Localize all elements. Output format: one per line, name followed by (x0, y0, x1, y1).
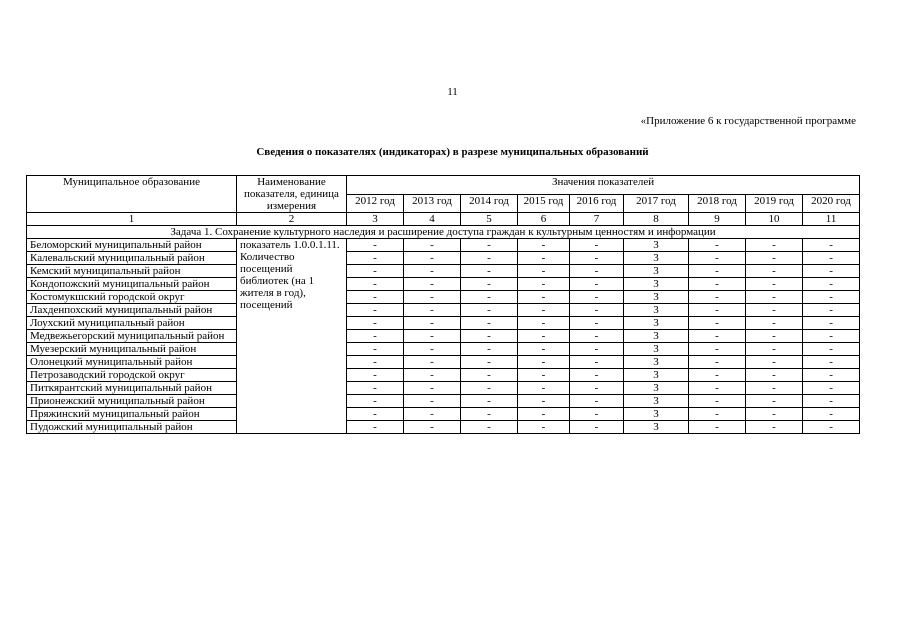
column-numbers-row (27, 213, 860, 226)
indicator-value: - (803, 239, 860, 252)
indicator-value: - (746, 239, 803, 252)
indicators-table (26, 175, 860, 434)
indicator-value: - (570, 265, 624, 278)
table-row (27, 343, 860, 356)
indicator-value: - (461, 395, 518, 408)
municipality-name: Пудожский муниципальный район (27, 421, 237, 434)
header-municipality: Муниципальное образование (27, 176, 237, 213)
indicator-value: - (347, 395, 404, 408)
table-row (27, 421, 860, 434)
indicator-value: - (689, 317, 746, 330)
indicator-value: - (746, 304, 803, 317)
column-number: 6 (518, 213, 570, 226)
indicator-value: - (347, 239, 404, 252)
indicator-value: - (404, 369, 461, 382)
indicator-value: - (404, 252, 461, 265)
indicator-value: - (518, 395, 570, 408)
municipality-name: Кемский муниципальный район (27, 265, 237, 278)
indicator-value: - (404, 291, 461, 304)
indicator-value: 3 (624, 408, 689, 421)
indicator-value: - (461, 421, 518, 434)
indicator-value: - (404, 408, 461, 421)
indicator-value: - (803, 356, 860, 369)
municipality-name: Калевальский муниципальный район (27, 252, 237, 265)
indicator-value: - (570, 356, 624, 369)
task-row (27, 226, 860, 239)
indicator-value: - (461, 265, 518, 278)
indicator-value: 3 (624, 421, 689, 434)
indicator-value: - (404, 317, 461, 330)
indicator-value: 3 (624, 317, 689, 330)
indicator-value: - (689, 330, 746, 343)
indicator-value: - (461, 382, 518, 395)
indicator-value: 3 (624, 291, 689, 304)
municipality-name: Муезерский муниципальный район (27, 343, 237, 356)
indicator-value: - (570, 408, 624, 421)
indicator-value: - (570, 304, 624, 317)
table-row (27, 265, 860, 278)
indicator-value: - (746, 395, 803, 408)
municipality-name: Олонецкий муниципальный район (27, 356, 237, 369)
indicator-value: - (404, 304, 461, 317)
indicator-value: - (404, 278, 461, 291)
table-row (27, 291, 860, 304)
indicator-value: 3 (624, 395, 689, 408)
municipality-name: Беломорский муниципальный район (27, 239, 237, 252)
indicator-value: - (570, 369, 624, 382)
indicator-value: - (689, 278, 746, 291)
header-year: 2018 год (689, 194, 746, 213)
column-number: 8 (624, 213, 689, 226)
indicator-value: - (689, 291, 746, 304)
header-values: Значения показателей (347, 176, 860, 195)
header-year: 2012 год (347, 194, 404, 213)
indicator-value: - (803, 278, 860, 291)
indicator-value: - (347, 356, 404, 369)
indicator-value: - (689, 421, 746, 434)
indicator-value: - (570, 330, 624, 343)
indicator-value: - (518, 408, 570, 421)
indicator-value: - (404, 421, 461, 434)
indicator-value: - (347, 408, 404, 421)
indicator-value: 3 (624, 252, 689, 265)
column-number: 2 (237, 213, 347, 226)
table-row (27, 239, 860, 252)
column-number: 1 (27, 213, 237, 226)
task-label: Задача 1. Сохранение культурного наследия и расширение доступа граждан к культурным ценностям и информации (27, 226, 860, 239)
indicator-value: - (518, 317, 570, 330)
indicator-value: - (347, 252, 404, 265)
indicator-value: - (518, 265, 570, 278)
indicator-value: - (347, 421, 404, 434)
column-number: 10 (746, 213, 803, 226)
indicator-value: - (746, 317, 803, 330)
indicator-value: - (746, 252, 803, 265)
indicator-value: - (347, 265, 404, 278)
indicator-value: - (570, 382, 624, 395)
page-number: 11 (447, 86, 458, 98)
header-year: 2014 год (461, 194, 518, 213)
indicator-value: - (347, 304, 404, 317)
indicator-value: - (689, 265, 746, 278)
indicator-value: - (746, 356, 803, 369)
table-row (27, 330, 860, 343)
indicator-value: - (746, 278, 803, 291)
indicator-value: - (347, 317, 404, 330)
indicator-value: - (570, 291, 624, 304)
municipality-name: Пряжинский муниципальный район (27, 408, 237, 421)
table-row (27, 356, 860, 369)
indicator-value: - (404, 330, 461, 343)
indicator-value: - (803, 330, 860, 343)
indicator-value: - (570, 343, 624, 356)
indicator-value: - (689, 395, 746, 408)
header-indicator: Наименование показателя, единица измерения (237, 176, 347, 213)
indicator-value: - (347, 382, 404, 395)
municipality-name: Медвежьегорский муниципальный район (27, 330, 237, 343)
municipality-name: Питкярантский муниципальный район (27, 382, 237, 395)
indicator-value: - (689, 304, 746, 317)
indicator-value: - (347, 330, 404, 343)
indicator-value: - (518, 278, 570, 291)
indicator-value: 3 (624, 265, 689, 278)
column-number: 5 (461, 213, 518, 226)
indicator-value: - (570, 395, 624, 408)
municipality-name: Лахденпохский муниципальный район (27, 304, 237, 317)
indicator-value: - (570, 239, 624, 252)
indicator-value: - (803, 265, 860, 278)
indicator-value: - (746, 369, 803, 382)
indicator-value: - (803, 369, 860, 382)
indicator-value: - (461, 252, 518, 265)
indicator-value: - (803, 252, 860, 265)
table-row (27, 304, 860, 317)
indicator-value: - (803, 382, 860, 395)
indicator-value: - (518, 330, 570, 343)
indicator-value: - (518, 382, 570, 395)
indicator-value: - (404, 265, 461, 278)
indicator-value: - (404, 239, 461, 252)
header-year: 2017 год (624, 194, 689, 213)
indicator-value: - (518, 421, 570, 434)
indicator-value: 3 (624, 382, 689, 395)
indicator-value: - (461, 369, 518, 382)
indicator-value: - (689, 382, 746, 395)
indicator-value: - (803, 317, 860, 330)
indicator-value: - (461, 330, 518, 343)
indicator-value: - (404, 395, 461, 408)
municipality-name: Петрозаводский городской округ (27, 369, 237, 382)
indicator-value: - (570, 421, 624, 434)
indicator-value: - (404, 356, 461, 369)
indicator-value: - (689, 343, 746, 356)
indicator-value: - (518, 252, 570, 265)
indicator-value: 3 (624, 330, 689, 343)
indicator-value: - (746, 265, 803, 278)
indicator-value: - (404, 343, 461, 356)
indicator-value: - (689, 239, 746, 252)
header-year: 2020 год (803, 194, 860, 213)
municipality-name: Лоухский муниципальный район (27, 317, 237, 330)
indicator-value: - (689, 408, 746, 421)
indicator-value: - (746, 291, 803, 304)
indicator-value: 3 (624, 343, 689, 356)
indicator-value: - (518, 304, 570, 317)
table-row (27, 252, 860, 265)
indicator-value: - (461, 408, 518, 421)
municipality-name: Костомукшский городской округ (27, 291, 237, 304)
indicator-value: - (461, 356, 518, 369)
indicator-value: - (570, 317, 624, 330)
header-year: 2015 год (518, 194, 570, 213)
column-number: 7 (570, 213, 624, 226)
column-number: 4 (404, 213, 461, 226)
table-row (27, 369, 860, 382)
column-number: 3 (347, 213, 404, 226)
indicator-value: 3 (624, 304, 689, 317)
indicator-value: 3 (624, 369, 689, 382)
appendix-note: «Приложение 6 к государственной программе (640, 115, 856, 127)
indicator-value: 3 (624, 356, 689, 369)
indicator-value: - (746, 408, 803, 421)
indicator-value: - (803, 304, 860, 317)
indicator-value: - (461, 291, 518, 304)
indicator-value: - (461, 304, 518, 317)
header-year: 2019 год (746, 194, 803, 213)
indicator-value: - (689, 252, 746, 265)
indicator-value: - (803, 421, 860, 434)
indicator-value: - (461, 343, 518, 356)
indicator-value: - (518, 343, 570, 356)
indicator-value: - (347, 343, 404, 356)
table-row (27, 395, 860, 408)
indicator-value: - (803, 408, 860, 421)
indicator-value: - (746, 343, 803, 356)
document-title: Сведения о показателях (индикаторах) в разрезе муниципальных образований (256, 146, 649, 158)
indicator-value: - (803, 343, 860, 356)
indicator-value: - (689, 369, 746, 382)
header-year: 2016 год (570, 194, 624, 213)
table-row (27, 382, 860, 395)
indicator-value: - (347, 278, 404, 291)
indicator-value: - (803, 395, 860, 408)
indicator-value: - (347, 291, 404, 304)
indicator-value: - (570, 252, 624, 265)
header-year: 2013 год (404, 194, 461, 213)
indicator-value: - (746, 421, 803, 434)
column-number: 9 (689, 213, 746, 226)
indicator-value: - (404, 382, 461, 395)
indicator-value: - (570, 278, 624, 291)
municipality-name: Кондопожский муниципальный район (27, 278, 237, 291)
table-row (27, 317, 860, 330)
table-row (27, 278, 860, 291)
indicator-value: - (518, 239, 570, 252)
indicator-value: - (803, 291, 860, 304)
municipality-name: Прионежский муниципальный район (27, 395, 237, 408)
column-number: 11 (803, 213, 860, 226)
table-row (27, 408, 860, 421)
indicator-value: - (518, 369, 570, 382)
indicator-name: показатель 1.0.0.1.11. Количество посещений библиотек (на 1 жителя в год), посещений (237, 239, 347, 434)
header-row-1 (27, 176, 860, 195)
indicator-value: - (689, 356, 746, 369)
indicator-value: - (518, 356, 570, 369)
indicator-value: - (746, 330, 803, 343)
indicator-value: 3 (624, 239, 689, 252)
indicator-value: 3 (624, 278, 689, 291)
indicator-value: - (461, 239, 518, 252)
indicator-value: - (461, 317, 518, 330)
indicator-value: - (746, 382, 803, 395)
indicator-value: - (518, 291, 570, 304)
indicator-value: - (347, 369, 404, 382)
indicator-value: - (461, 278, 518, 291)
